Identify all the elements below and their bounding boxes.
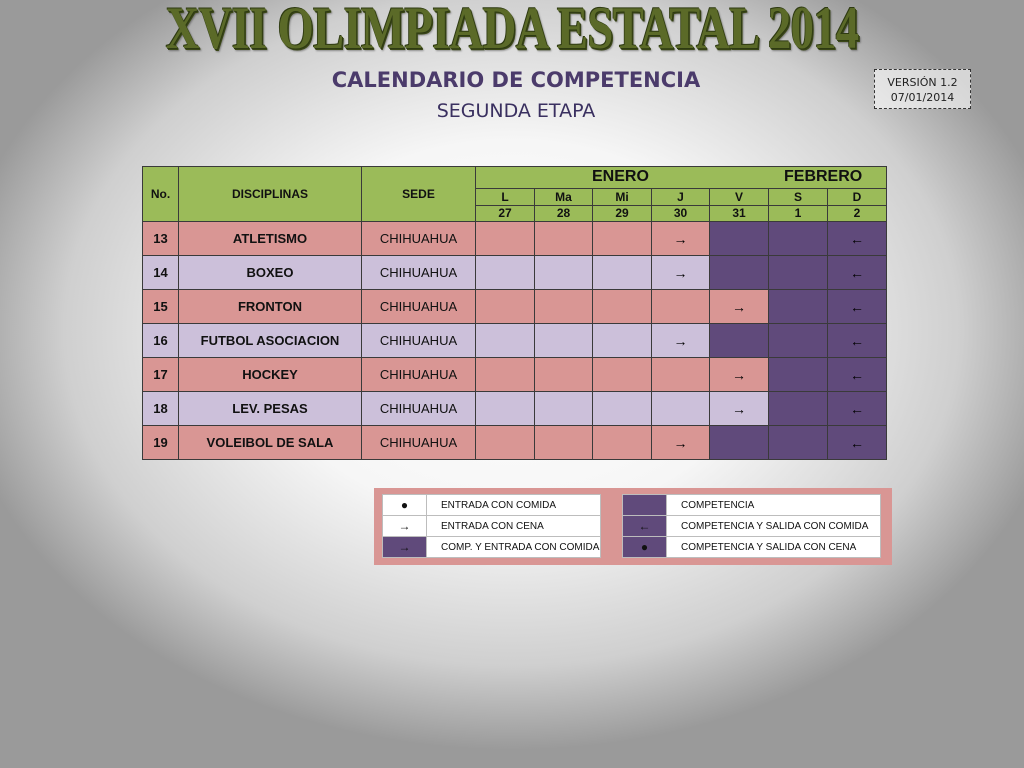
day-cell xyxy=(593,324,652,358)
day-cell xyxy=(593,392,652,426)
day-cell xyxy=(769,222,828,256)
discipline-name: HOCKEY xyxy=(179,358,362,392)
day-cell xyxy=(652,392,710,426)
legend-label: COMP. Y ENTRADA CON COMIDA xyxy=(427,537,601,558)
arrow-left-icon: ← xyxy=(850,332,864,349)
header-sede: SEDE xyxy=(362,167,476,222)
day-cell xyxy=(828,222,887,256)
day-header: L xyxy=(476,189,535,205)
day-cell xyxy=(652,290,710,324)
day-cell xyxy=(476,358,535,392)
day-cell xyxy=(535,324,593,358)
month-enero: ENERO xyxy=(592,168,649,185)
stage-title: SEGUNDA ETAPA xyxy=(436,100,596,122)
day-cell xyxy=(828,324,887,358)
arrow-right-icon: → xyxy=(673,230,688,247)
day-cell xyxy=(710,256,769,290)
day-header: S xyxy=(769,189,828,205)
row-number: 16 xyxy=(143,324,179,358)
day-cell xyxy=(593,290,652,324)
day-cell xyxy=(476,392,535,426)
day-header: V xyxy=(710,189,769,205)
table-row xyxy=(143,358,887,392)
day-cell xyxy=(476,222,535,256)
day-cell xyxy=(710,222,769,256)
arrow-left-icon: ← xyxy=(850,434,864,451)
legend-left xyxy=(382,494,601,558)
day-header: Ma xyxy=(535,189,593,205)
date-header: 28 xyxy=(535,205,593,221)
arrow-left-icon: ← xyxy=(623,516,667,537)
color-swatch xyxy=(623,495,667,516)
day-cell xyxy=(652,256,710,290)
legend xyxy=(374,488,892,565)
arrow-right-icon: → xyxy=(673,264,688,281)
date-header: 2 xyxy=(828,205,887,221)
venue-name: CHIHUAHUA xyxy=(362,290,476,324)
row-number: 17 xyxy=(143,358,179,392)
date-header: 29 xyxy=(593,205,652,221)
day-cell xyxy=(769,290,828,324)
day-cell xyxy=(769,426,828,460)
table-row xyxy=(143,392,887,426)
day-cell xyxy=(476,256,535,290)
header-disciplinas: DISCIPLINAS xyxy=(179,167,362,222)
legend-label: COMPETENCIA Y SALIDA CON CENA xyxy=(667,537,881,558)
page-title: XVII OLIMPIADA ESTATAL 2014 xyxy=(165,0,859,61)
arrow-left-icon: ← xyxy=(850,366,864,383)
discipline-name: ATLETISMO xyxy=(179,222,362,256)
day-cell xyxy=(535,290,593,324)
legend-item xyxy=(623,516,881,537)
arrow-left-icon: ← xyxy=(850,298,864,315)
day-cell xyxy=(476,324,535,358)
day-cell xyxy=(593,358,652,392)
month-febrero: FEBRERO xyxy=(784,168,863,185)
venue-name: CHIHUAHUA xyxy=(362,256,476,290)
day-cell xyxy=(652,426,710,460)
day-header: Mi xyxy=(593,189,652,205)
row-number: 15 xyxy=(143,290,179,324)
day-cell xyxy=(535,222,593,256)
discipline-name: VOLEIBOL DE SALA xyxy=(179,426,362,460)
legend-label: COMPETENCIA Y SALIDA CON COMIDA xyxy=(667,516,881,537)
day-cell xyxy=(535,358,593,392)
day-cell xyxy=(652,358,710,392)
date-header: 1 xyxy=(769,205,828,221)
legend-item xyxy=(383,495,601,516)
row-number: 13 xyxy=(143,222,179,256)
competition-schedule-table xyxy=(142,166,887,460)
discipline-name: LEV. PESAS xyxy=(179,392,362,426)
day-cell xyxy=(710,290,769,324)
version-number: VERSIÓN 1.2 xyxy=(887,76,958,89)
calendar-title: CALENDARIO DE COMPETENCIA xyxy=(331,68,701,92)
day-cell xyxy=(828,426,887,460)
discipline-name: BOXEO xyxy=(179,256,362,290)
date-header: 31 xyxy=(710,205,769,221)
arrow-left-icon: ← xyxy=(850,230,864,247)
dot-icon: ● xyxy=(623,537,667,558)
table-row xyxy=(143,290,887,324)
arrow-right-icon: → xyxy=(673,434,688,451)
arrow-left-icon: ← xyxy=(850,264,864,281)
table-row xyxy=(143,426,887,460)
arrow-left-icon: ← xyxy=(850,400,864,417)
day-cell xyxy=(769,358,828,392)
arrow-right-icon: → xyxy=(732,298,746,315)
table-row xyxy=(143,256,887,290)
day-cell xyxy=(769,392,828,426)
legend-right xyxy=(622,494,881,558)
date-header: 30 xyxy=(652,205,710,221)
legend-item xyxy=(623,537,881,558)
day-cell xyxy=(593,222,652,256)
table-row xyxy=(143,324,887,358)
day-cell xyxy=(710,324,769,358)
day-cell xyxy=(769,324,828,358)
row-number: 19 xyxy=(143,426,179,460)
row-number: 14 xyxy=(143,256,179,290)
discipline-name: FRONTON xyxy=(179,290,362,324)
day-cell xyxy=(828,358,887,392)
header-no: No. xyxy=(143,167,179,222)
venue-name: CHIHUAHUA xyxy=(362,222,476,256)
arrow-right-icon: → xyxy=(383,516,427,537)
day-cell xyxy=(593,256,652,290)
day-cell xyxy=(476,290,535,324)
legend-label: COMPETENCIA xyxy=(667,495,881,516)
arrow-right-icon: → xyxy=(732,400,746,417)
day-cell xyxy=(652,222,710,256)
arrow-right-icon: → xyxy=(673,332,688,349)
day-cell xyxy=(710,392,769,426)
row-number: 18 xyxy=(143,392,179,426)
day-cell xyxy=(476,426,535,460)
legend-label: ENTRADA CON COMIDA xyxy=(427,495,601,516)
day-cell xyxy=(828,392,887,426)
arrow-right-icon: → xyxy=(383,537,427,558)
day-cell xyxy=(535,392,593,426)
legend-item xyxy=(623,495,881,516)
legend-item xyxy=(383,516,601,537)
day-cell xyxy=(828,290,887,324)
day-cell xyxy=(535,426,593,460)
header-months xyxy=(476,167,887,189)
version-box xyxy=(874,69,971,109)
day-cell xyxy=(828,256,887,290)
table-row xyxy=(143,222,887,256)
date-header: 27 xyxy=(476,205,535,221)
day-header: J xyxy=(652,189,710,205)
day-cell xyxy=(652,324,710,358)
legend-item xyxy=(383,537,601,558)
day-cell xyxy=(710,426,769,460)
legend-label: ENTRADA CON CENA xyxy=(427,516,601,537)
schedule-body xyxy=(143,222,887,460)
venue-name: CHIHUAHUA xyxy=(362,358,476,392)
dot-icon: ● xyxy=(383,495,427,516)
venue-name: CHIHUAHUA xyxy=(362,426,476,460)
arrow-right-icon: → xyxy=(732,366,746,383)
discipline-name: FUTBOL ASOCIACION xyxy=(179,324,362,358)
day-cell xyxy=(535,256,593,290)
day-cell xyxy=(593,426,652,460)
day-cell xyxy=(769,256,828,290)
venue-name: CHIHUAHUA xyxy=(362,392,476,426)
day-cell xyxy=(710,358,769,392)
venue-name: CHIHUAHUA xyxy=(362,324,476,358)
version-date: 07/01/2014 xyxy=(890,91,955,104)
day-header: D xyxy=(828,189,887,205)
